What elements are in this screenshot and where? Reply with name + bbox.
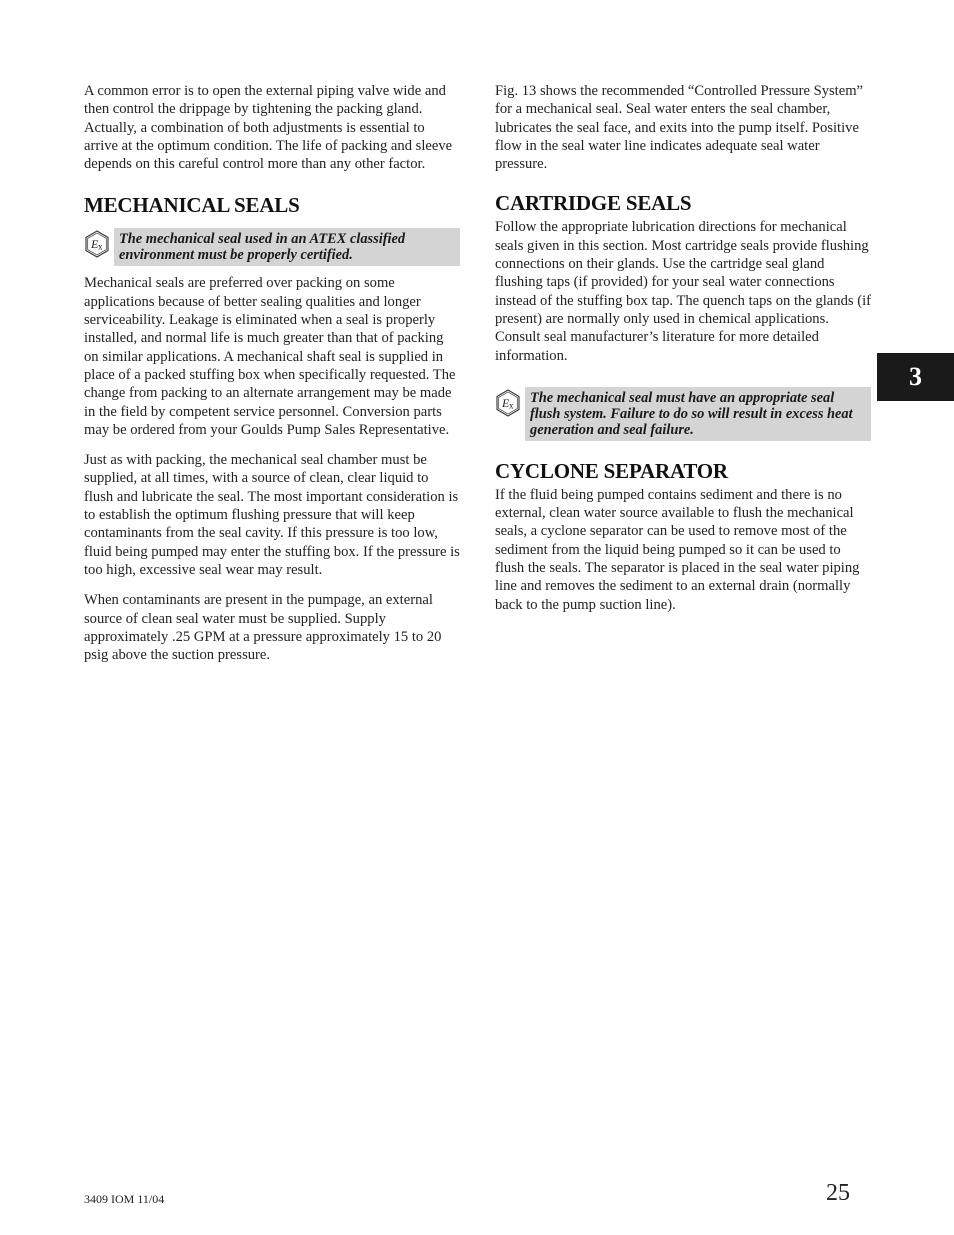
atex-notice (84, 228, 460, 266)
heading-cyclone-separator: CYCLONE SEPARATOR (495, 458, 728, 483)
left-column (84, 82, 460, 676)
seal-flush-notice (495, 387, 871, 441)
heading-cartridge-seals: CARTRIDGE SEALS (495, 191, 692, 216)
right-column (495, 82, 871, 626)
atex-ex-icon (495, 389, 525, 422)
intro-paragraph: A common error is to open the external piping valve wide and then control the drippage by tightening the packing gland. Actually, a combination of both adjustments is essential to arrive at the optimum condition. The life of packing and sleeve depends on this careful control more than any other factor. (84, 83, 453, 173)
document-code: 3409 IOM 11/04 (84, 1192, 165, 1206)
atex-ex-icon (84, 230, 114, 263)
svg-text:E: E (91, 237, 99, 252)
svg-text:x: x (98, 241, 103, 252)
seal-flush-notice-text: The mechanical seal must have an appropriate seal flush system. Failure to do so will result in excess heat generation and seal failure. (525, 387, 871, 441)
mechanical-seals-paragraph-3: When contaminants are present in the pumpage, an external source of clean seal water must be supplied. Supply approximately .25 GPM at a pressure approximately 15 to 20 psig above the suction pressure. (84, 592, 442, 664)
fig-13-paragraph: Fig. 13 shows the recommended “Controlled Pressure System” for a mechanical seal. Seal water enters the seal chamber, lubricates the seal face, and exits into the pump itself. Positive flow in the seal water line indicates adequate seal water pressure. (495, 83, 864, 173)
mechanical-seals-paragraph-1: Mechanical seals are preferred over packing on some applications because of better sealing qualities and longer serviceability. Leakage is eliminated when a seal is properly installed, and normal life is much greater than that of packing on similar applications. A mechanical shaft seal is supplied in place of a packed stuffing box when specifically requested. The change from packing to an alternate arrangement may be made in the field by competent service personnel. Conversion parts may be ordered from your Goulds Pump Sales Representative. (84, 275, 456, 438)
cartridge-seals-paragraph: Follow the appropriate lubrication directions for mechanical seals given in this section. Most cartridge seals provide flushing connections on their glands. Use the cartridge seal gland flushing taps (if provided) for your seal water connections instead of the stuffing box tap. The quench taps on the glands (if present) are normally only used in chemical applications. Consult seal manufacturer’s literature for more detailed information. (495, 219, 871, 364)
cyclone-separator-paragraph: If the fluid being pumped contains sediment and there is no external, clean water source available to flush the mechanical seals, a cyclone separator can be used to remove most of the sediment from the liquid being pumped so it can be used to flush the seals. The separator is placed in the seal water piping line and removes the sediment to an external drain (normally back to the pump suction line). (495, 486, 860, 613)
heading-mechanical-seals: MECHANICAL SEALS (84, 193, 300, 218)
section-tab: 3 (877, 353, 954, 401)
svg-text:x: x (509, 400, 514, 411)
svg-text:E: E (502, 395, 510, 410)
mechanical-seals-paragraph-2: Just as with packing, the mechanical seal chamber must be supplied, at all times, with a source of clean, clear liquid to flush and lubricate the seal. The most important consideration is to establish the optimum flushing pressure that will keep contaminants from the seal cavity. If this pressure is too low, fluid being pumped may enter the stuffing box. If the pressure is too high, excessive seal wear may result. (84, 452, 460, 578)
atex-notice-text: The mechanical seal used in an ATEX classified environment must be properly certified. (114, 228, 460, 266)
page-number: 25 (826, 1180, 850, 1206)
